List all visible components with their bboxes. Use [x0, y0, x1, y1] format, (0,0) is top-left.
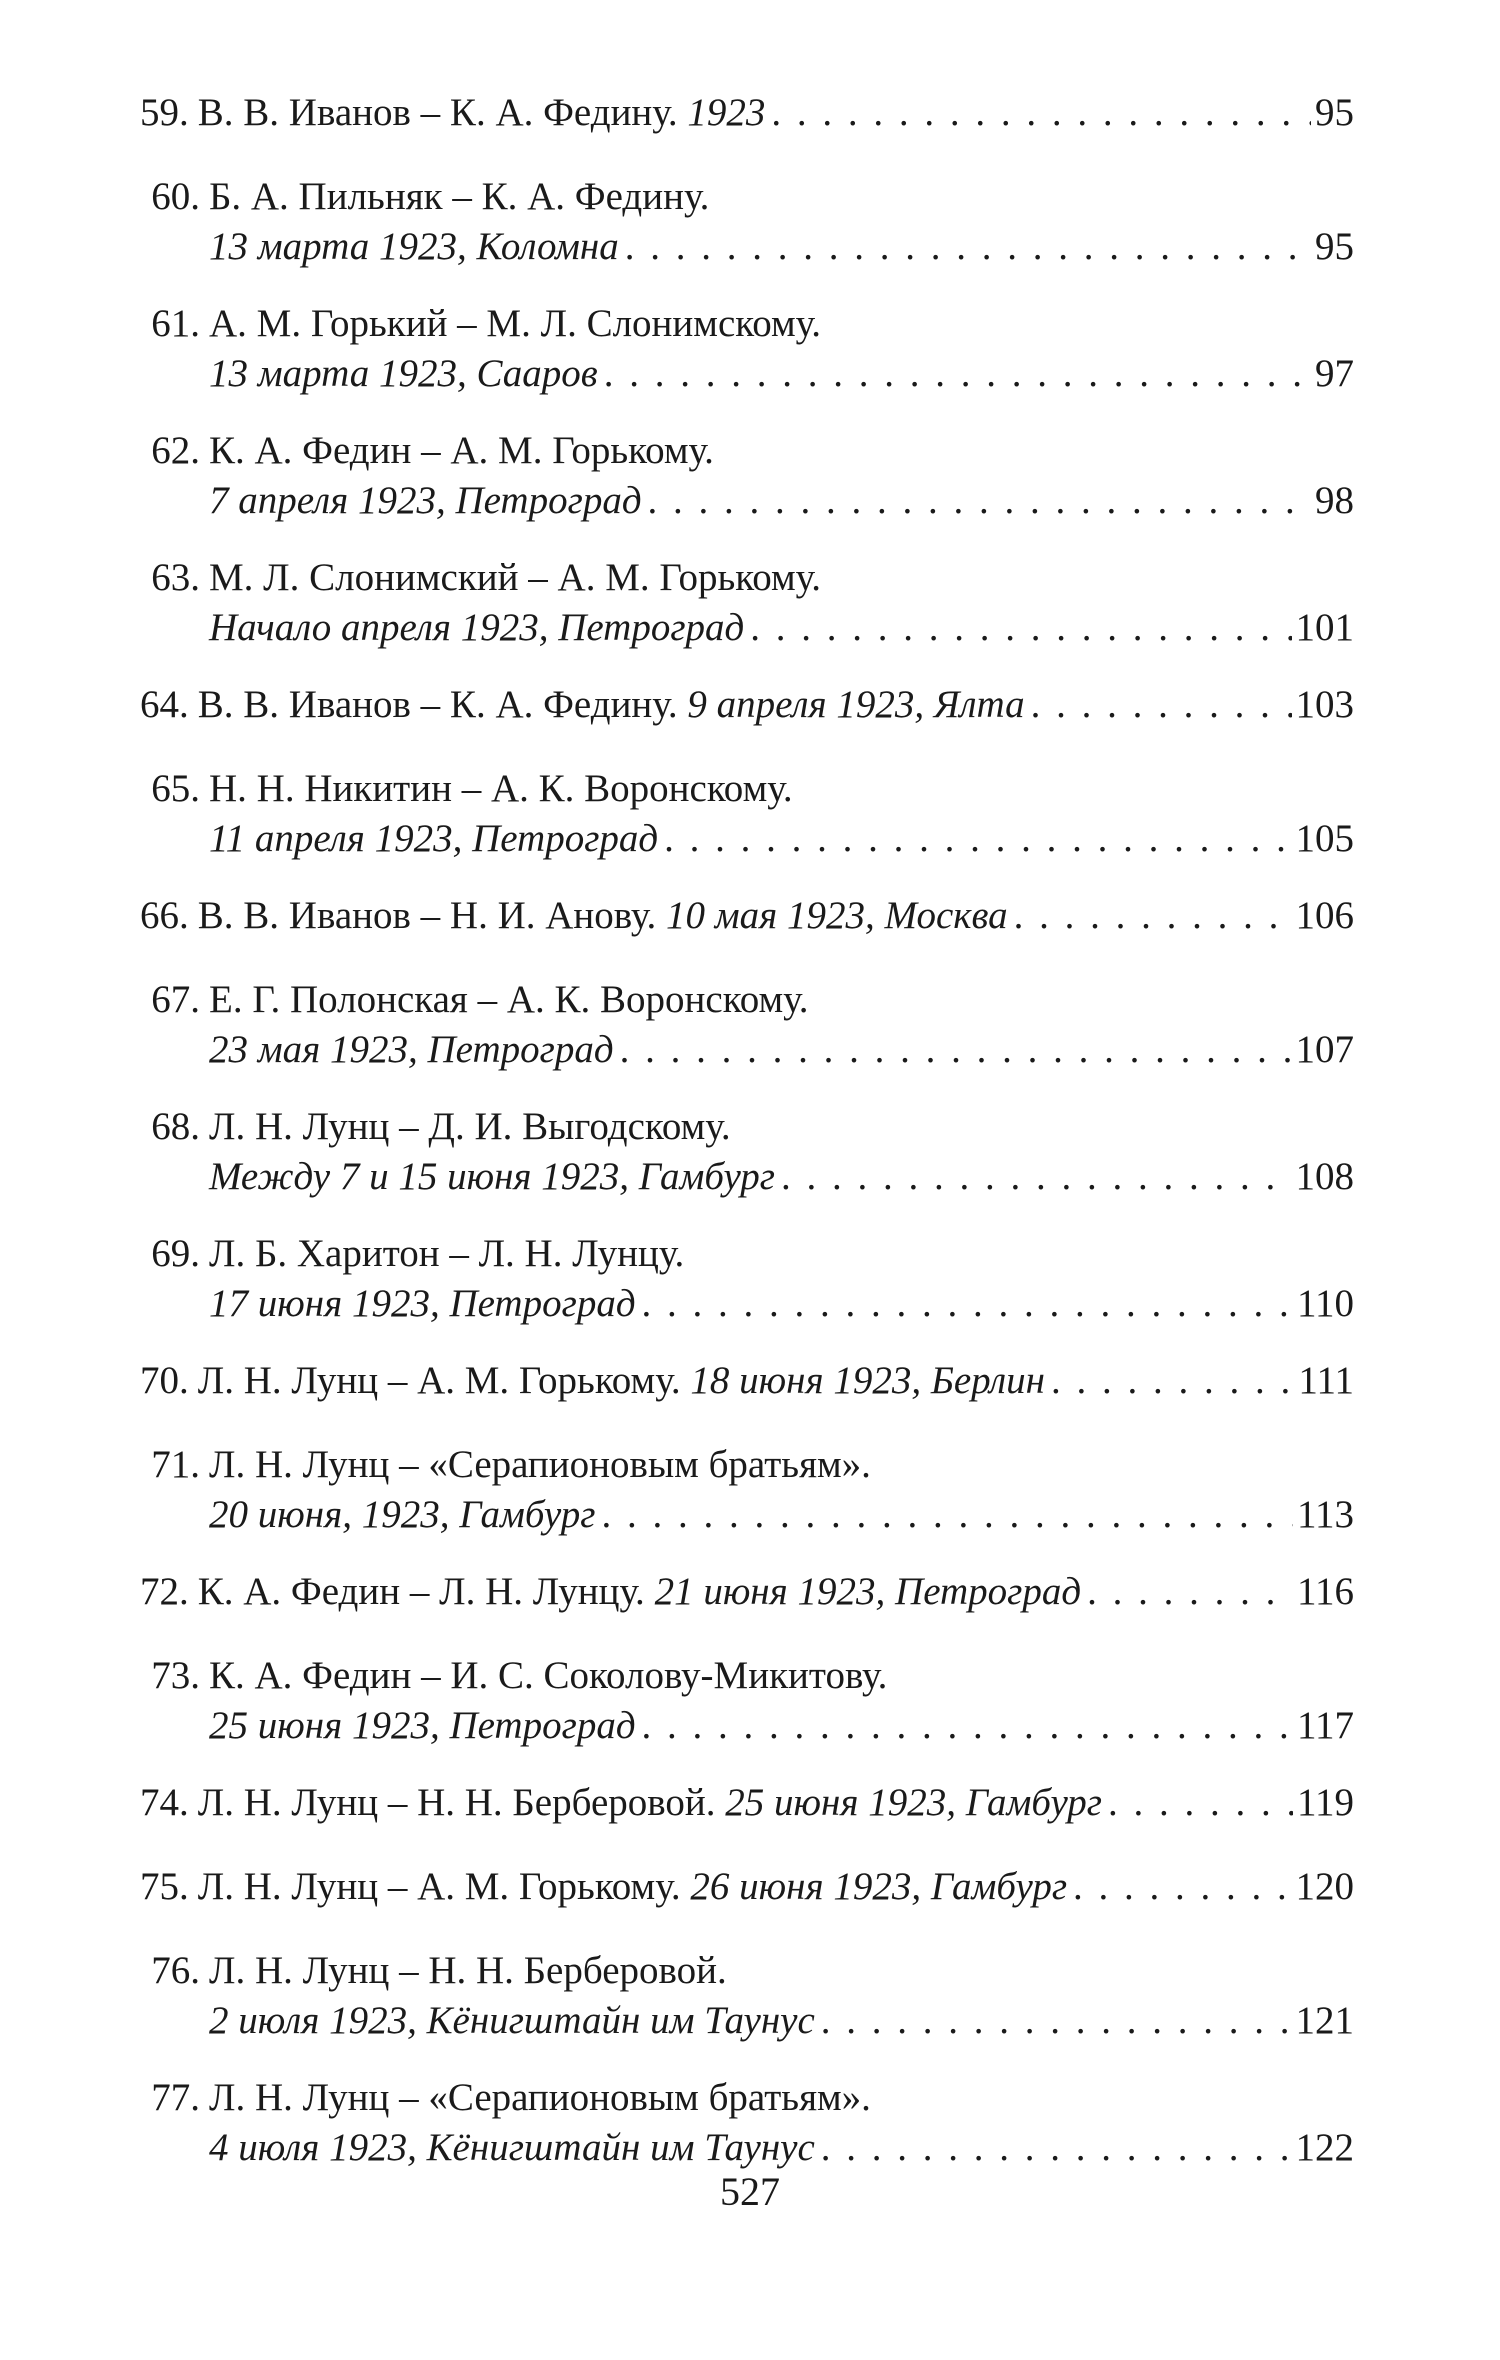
toc-entry-title-line [140, 1651, 1354, 1701]
entry-correspondents: Е. Г. Полонская – А. К. Воронскому. [209, 978, 809, 1021]
entry-correspondents: Л. Н. Лунц – Д. И. Выгодскому. [209, 1105, 731, 1148]
toc-entry-date-line [140, 1490, 1354, 1540]
entry-correspondents: К. А. Федин – Л. Н. Лунцу. [197, 1570, 655, 1613]
toc-entry [140, 1862, 1354, 1946]
toc-entry-title-line [140, 1862, 1354, 1912]
entry-number: 59. [140, 91, 189, 134]
toc-entry [140, 553, 1354, 680]
dot-leader [601, 1490, 1292, 1540]
dot-leader [821, 2123, 1292, 2173]
toc-entry [140, 1102, 1354, 1229]
entry-page-number: 113 [1296, 1493, 1354, 1536]
entry-number: 65. [151, 767, 200, 810]
entry-number: 64. [140, 683, 189, 726]
entry-page-number: 97 [1315, 352, 1354, 395]
entry-date-place: 7 апреля 1923, Петроград [209, 479, 642, 522]
dot-leader [1014, 891, 1292, 941]
dot-leader [771, 88, 1311, 138]
dot-leader [642, 1701, 1293, 1751]
entry-correspondents: Л. Б. Харитон – Л. Н. Лунцу. [209, 1232, 685, 1275]
toc-entry [140, 680, 1354, 764]
entry-date-place: 25 июня 1923, Гамбург [725, 1781, 1102, 1824]
toc-entry-date-line [140, 1025, 1354, 1075]
toc-entry-date-line [140, 1152, 1354, 1202]
entry-page-number: 107 [1295, 1028, 1354, 1071]
toc-entry-title-line [140, 299, 1354, 349]
entry-number: 71. [151, 1443, 200, 1486]
entry-number: 69. [151, 1232, 200, 1275]
entry-correspondents: Л. Н. Лунц – А. М. Горькому. [197, 1865, 691, 1908]
dot-leader [781, 1152, 1291, 1202]
entry-number: 68. [151, 1105, 200, 1148]
dot-leader [648, 476, 1311, 526]
toc-entry [140, 299, 1354, 426]
entry-number: 63. [151, 556, 200, 599]
entry-number: 61. [151, 302, 200, 345]
entry-date-place: 1923 [687, 91, 766, 134]
entry-page-number: 108 [1295, 1155, 1354, 1198]
toc-entry [140, 1567, 1354, 1651]
toc-entry [140, 1651, 1354, 1778]
toc-entry [140, 88, 1354, 172]
dot-leader [620, 1025, 1292, 1075]
page-number: 527 [720, 2169, 780, 2214]
entry-page-number: 119 [1296, 1781, 1354, 1824]
toc-entry-date-line [140, 814, 1354, 864]
toc-entry [140, 1778, 1354, 1862]
entry-page-number: 120 [1295, 1865, 1354, 1908]
dot-leader [604, 349, 1311, 399]
toc-entry-title-line [140, 1356, 1354, 1406]
toc-entry-title-line [140, 1229, 1354, 1279]
entry-date-place: Начало апреля 1923, Петроград [209, 606, 745, 649]
toc-entry [140, 172, 1354, 299]
entry-correspondents: Л. Н. Лунц – Н. Н. Берберовой. [197, 1781, 726, 1824]
entry-page-number: 106 [1295, 894, 1354, 937]
toc-entry-title-line [140, 172, 1354, 222]
toc-entry-title-line [140, 680, 1354, 730]
toc-entry-date-line [140, 603, 1354, 653]
dot-leader [1073, 1862, 1291, 1912]
entry-number: 74. [140, 1781, 189, 1824]
dot-leader [821, 1996, 1292, 2046]
entry-number: 75. [140, 1865, 189, 1908]
entry-number: 62. [151, 429, 200, 472]
entry-date-place: 2 июля 1923, Кёнигштайн им Таунус [209, 1999, 815, 2042]
entry-number: 77. [151, 2076, 200, 2119]
entry-page-number: 111 [1298, 1359, 1354, 1402]
entry-page-number: 122 [1295, 2126, 1354, 2169]
entry-page-number: 98 [1315, 479, 1354, 522]
entry-correspondents: Л. Н. Лунц – А. М. Горькому. [197, 1359, 691, 1402]
toc-entry-title-line [140, 2073, 1354, 2123]
toc-entry-title-line [140, 1778, 1354, 1828]
entry-correspondents: М. Л. Слонимский – А. М. Горькому. [209, 556, 822, 599]
toc-entry-title-line [140, 1567, 1354, 1617]
dot-leader [1031, 680, 1292, 730]
toc-entry-title-line [140, 891, 1354, 941]
toc-entry-title-line [140, 1102, 1354, 1152]
entry-correspondents: К. А. Федин – И. С. Соколову-Микитову. [209, 1654, 888, 1697]
entry-number: 66. [140, 894, 189, 937]
dot-leader [625, 222, 1311, 272]
dot-leader [1108, 1778, 1293, 1828]
entry-number: 73. [151, 1654, 200, 1697]
entry-page-number: 116 [1296, 1570, 1354, 1613]
entry-page-number: 95 [1315, 225, 1354, 268]
entry-date-place: Между 7 и 15 июня 1923, Гамбург [209, 1155, 776, 1198]
toc-entry-date-line [140, 222, 1354, 272]
entry-correspondents: Л. Н. Лунц – Н. Н. Берберовой. [209, 1949, 727, 1992]
entry-page-number: 110 [1296, 1282, 1354, 1325]
toc-entry-title-line [140, 764, 1354, 814]
dot-leader [1087, 1567, 1293, 1617]
entry-date-place: 13 марта 1923, Коломна [209, 225, 619, 268]
toc-entry-date-line [140, 1701, 1354, 1751]
entry-correspondents: Н. Н. Никитин – А. К. Воронскому. [209, 767, 793, 810]
entry-date-place: 4 июля 1923, Кёнигштайн им Таунус [209, 2126, 815, 2169]
entry-date-place: 11 апреля 1923, Петроград [209, 817, 659, 860]
toc-entry [140, 764, 1354, 891]
toc-entry-title-line [140, 426, 1354, 476]
entry-date-place: 26 июня 1923, Гамбург [690, 1865, 1068, 1908]
entry-date-place: 10 мая 1923, Москва [665, 894, 1008, 937]
entry-number: 72. [140, 1570, 189, 1613]
entry-correspondents: В. В. Иванов – Н. И. Анову. [197, 894, 666, 937]
entry-number: 76. [151, 1949, 200, 1992]
entry-date-place: 13 марта 1923, Сааров [209, 352, 598, 395]
toc-entry [140, 1946, 1354, 2073]
entry-date-place: 18 июня 1923, Берлин [690, 1359, 1045, 1402]
dot-leader [664, 814, 1291, 864]
toc-entry-date-line [140, 349, 1354, 399]
entry-page-number: 103 [1295, 683, 1354, 726]
entry-page-number: 101 [1295, 606, 1354, 649]
toc-entry-date-line [140, 2123, 1354, 2173]
entry-page-number: 117 [1296, 1704, 1354, 1747]
toc-entry-title-line [140, 553, 1354, 603]
toc-entry-date-line [140, 476, 1354, 526]
dot-leader [750, 603, 1291, 653]
toc-entry-date-line [140, 1996, 1354, 2046]
entry-date-place: 17 июня 1923, Петроград [209, 1282, 636, 1325]
entry-correspondents: Л. Н. Лунц – «Серапионовым братьям». [209, 1443, 871, 1486]
entry-correspondents: Л. Н. Лунц – «Серапионовым братьям». [209, 2076, 871, 2119]
toc-entry [140, 1229, 1354, 1356]
entry-number: 60. [151, 175, 200, 218]
entry-date-place: 9 апреля 1923, Ялта [687, 683, 1025, 726]
entry-number: 70. [140, 1359, 189, 1402]
toc-entry [140, 1356, 1354, 1440]
entry-page-number: 95 [1315, 91, 1354, 134]
table-of-contents [140, 88, 1354, 2200]
entry-number: 67. [151, 978, 200, 1021]
entry-correspondents: К. А. Федин – А. М. Горькому. [209, 429, 714, 472]
toc-entry [140, 426, 1354, 553]
dot-leader [642, 1279, 1293, 1329]
dot-leader [1051, 1356, 1294, 1406]
toc-entry-title-line [140, 1946, 1354, 1996]
entry-correspondents: А. М. Горький – М. Л. Слонимскому. [209, 302, 822, 345]
entry-date-place: 21 июня 1923, Петроград [654, 1570, 1082, 1613]
entry-correspondents: В. В. Иванов – К. А. Федину. [197, 683, 688, 726]
toc-entry-title-line [140, 1440, 1354, 1490]
toc-entry [140, 975, 1354, 1102]
entry-date-place: 23 мая 1923, Петроград [209, 1028, 614, 1071]
toc-entry [140, 891, 1354, 975]
entry-date-place: 25 июня 1923, Петроград [209, 1704, 636, 1747]
toc-entry-date-line [140, 1279, 1354, 1329]
entry-page-number: 105 [1295, 817, 1354, 860]
entry-correspondents: В. В. Иванов – К. А. Федину. [197, 91, 688, 134]
entry-correspondents: Б. А. Пильняк – К. А. Федину. [209, 175, 710, 218]
entry-date-place: 20 июня, 1923, Гамбург [209, 1493, 596, 1536]
entry-page-number: 121 [1295, 1999, 1354, 2042]
toc-entry [140, 1440, 1354, 1567]
toc-entry-title-line [140, 975, 1354, 1025]
toc-entry-title-line [140, 88, 1354, 138]
